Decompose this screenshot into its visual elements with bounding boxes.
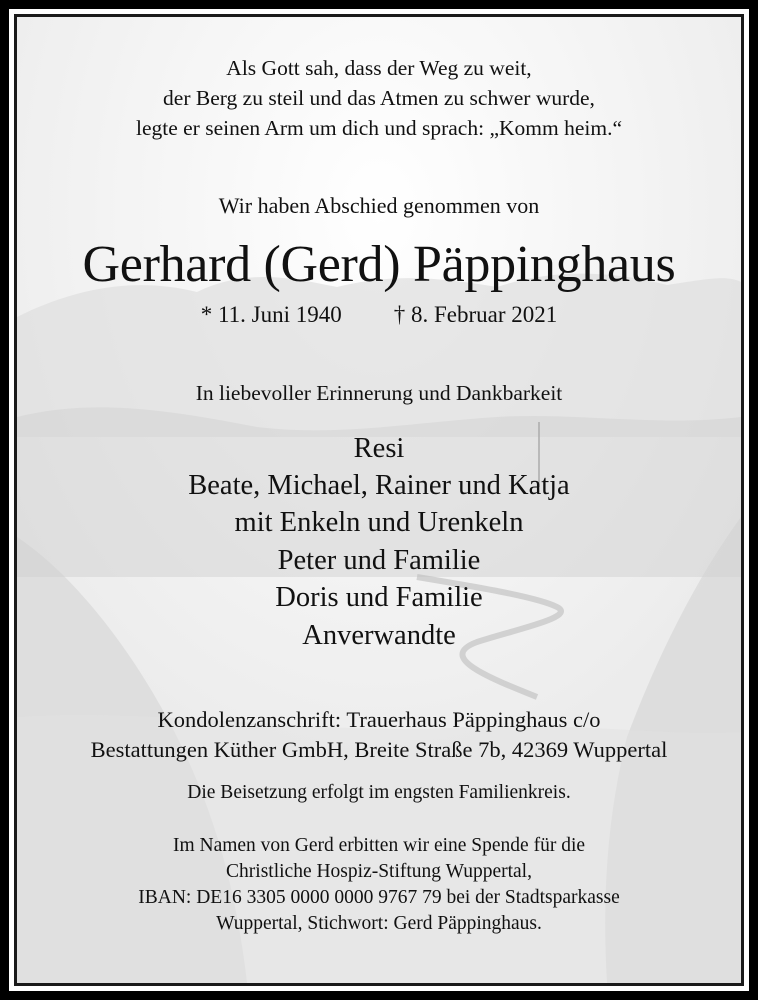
inner-frame [14,14,744,986]
deceased-name: Gerhard (Gerd) Päppinghaus [82,236,676,293]
mourner-line: Anverwandte [302,620,456,651]
donation-line: IBAN: DE16 3305 0000 0000 9767 79 bei der Stadtsparkasse [138,887,620,908]
donation-line: Wuppertal, Stichwort: Gerd Päppinghaus. [216,913,542,934]
outer-frame [9,9,749,991]
mourner-line: Beate, Michael, Rainer und Katja [188,470,570,501]
burial-note: Die Beisetzung erfolgt im engsten Familienkreis. [187,782,571,803]
farewell-intro: Wir haben Abschied genommen von [218,193,540,218]
poem-line: legte er seinen Arm um dich und sprach: „Komm heim.“ [135,116,622,140]
mourner-line: Peter und Familie [277,545,481,576]
poem-line: der Berg zu steil und das Atmen zu schwer wurde, [163,86,595,110]
donation-line: Im Namen von Gerd erbitten wir eine Spende für die [172,835,586,856]
condolence-address-line: Kondolenzanschrift: Trauerhaus Päppinghaus c/o [157,707,601,732]
mourner-line: Doris und Familie [275,582,483,613]
condolence-address-line: Bestattungen Küther GmbH, Breite Straße 7b, 42369 Wuppertal [90,737,668,762]
death-date: † 8. Februar 2021 [393,302,558,327]
birth-date: * 11. Juni 1940 [200,302,342,327]
mourner-line: Resi [353,433,405,464]
remembrance-line: In liebevoller Erinnerung und Dankbarkeit [195,381,563,405]
life-dates [17,302,741,328]
mourner-line: mit Enkeln und Urenkeln [234,507,524,538]
obituary-notice [17,17,741,983]
donation-line: Christliche Hospiz-Stiftung Wuppertal, [226,861,532,882]
poem-line: Als Gott sah, dass der Weg zu weit, [226,56,532,80]
